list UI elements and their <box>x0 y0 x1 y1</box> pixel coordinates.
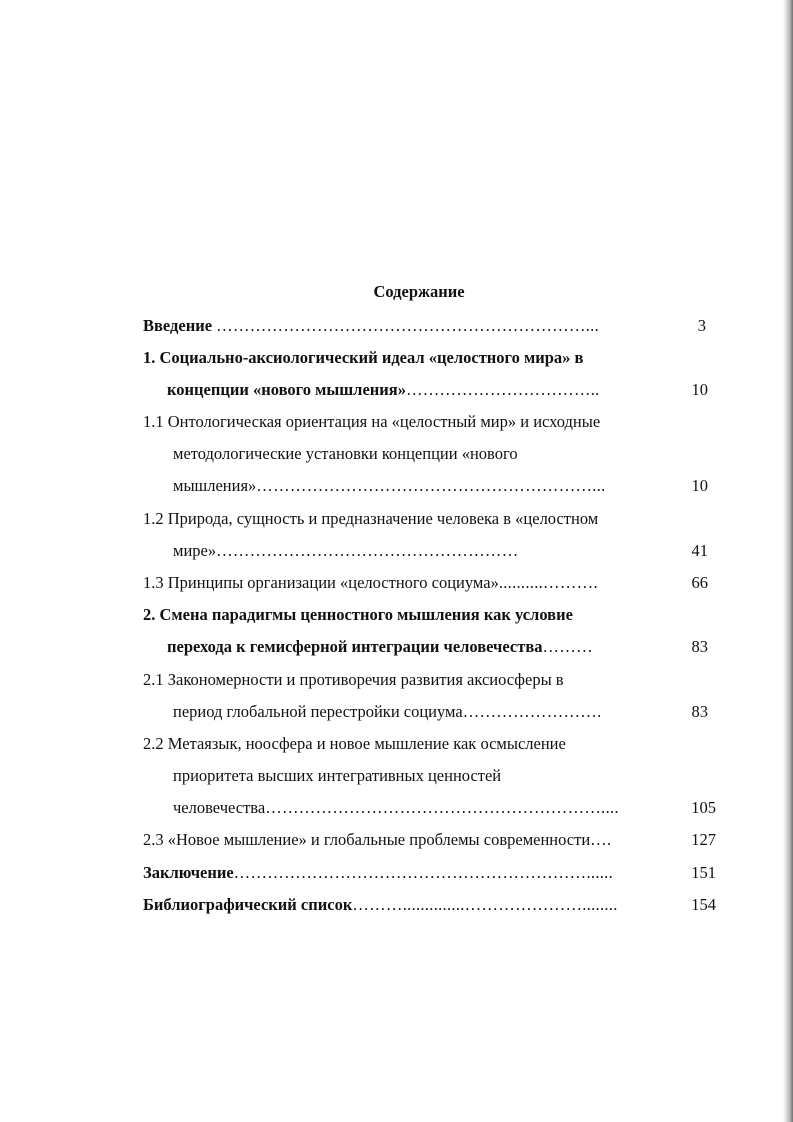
toc-page-number: 127 <box>691 830 716 849</box>
toc-page-number: 83 <box>691 637 708 656</box>
toc-section-1-2-line1: 1.2 Природа, сущность и предназначение человека в «целостном <box>143 509 599 528</box>
toc-leader-dots: ……… <box>542 637 593 656</box>
toc-leader-dots: ………………………………………………………...... <box>233 863 614 882</box>
toc-entry-label: 2.3 «Новое мышление» и глобальные проблемы современности <box>143 830 591 849</box>
toc-title: Содержание <box>373 282 465 301</box>
toc-page-number: 105 <box>691 798 716 817</box>
toc-section-1-1-line2: методологические установки концепции «нового <box>173 444 518 463</box>
toc-entry-label: человечества <box>173 798 266 817</box>
toc-section-1-1-line3 <box>173 476 606 496</box>
toc-section-1-2-line2 <box>173 541 519 561</box>
toc-page-number: 10 <box>691 380 708 399</box>
toc-page-number: 10 <box>691 476 708 495</box>
toc-leader-dots: ………..............…………………........ <box>352 895 618 914</box>
toc-leader-dots: ……………………………………………… <box>216 541 519 560</box>
toc-section-2-2-line2: приоритета высших интегративных ценностей <box>173 766 502 785</box>
toc-entry-label: Заключение <box>143 863 234 882</box>
toc-leader-dots: …………………………………………………………... <box>216 316 600 335</box>
toc-entry-label: период глобальной перестройки социума <box>173 702 463 721</box>
toc-entry-conclusion <box>143 863 613 883</box>
toc-section-1-1-line1: 1.1 Онтологическая ориентация на «целостный мир» и исходные <box>143 412 601 431</box>
toc-entry-label: 1.3 Принципы организации «целостного социума» <box>143 573 499 592</box>
toc-section-2-1-line1: 2.1 Закономерности и противоречия развития аксиосферы в <box>143 670 564 689</box>
toc-entry-label: Введение <box>143 316 213 335</box>
toc-leader-dots: …………………………….. <box>405 380 600 399</box>
toc-section-2-1-line2 <box>173 702 602 722</box>
toc-entry-bibliography <box>143 895 618 915</box>
toc-section-2-3 <box>143 830 611 850</box>
toc-page-number: 154 <box>691 895 716 914</box>
toc-entry-label: концепции «нового мышления» <box>167 380 406 399</box>
toc-leader-dots: ……………………. <box>462 702 602 721</box>
toc-chapter-2-line2 <box>167 637 593 657</box>
toc-entry-label: Библиографический список <box>143 895 353 914</box>
toc-leader-dots: …. <box>590 830 612 849</box>
toc-entry-label: перехода к гемисферной интеграции человечества <box>167 637 543 656</box>
toc-entry-label: мире» <box>173 541 217 560</box>
toc-chapter-2-line1: 2. Смена парадигмы ценностного мышления как условие <box>143 605 573 624</box>
toc-page-number: 151 <box>691 863 716 882</box>
toc-entry-label: мышления» <box>173 476 257 495</box>
toc-page-number: 41 <box>691 541 708 560</box>
toc-section-1-3 <box>143 573 598 593</box>
toc-page-number: 3 <box>697 316 706 335</box>
toc-chapter-1-line2 <box>167 380 600 400</box>
toc-page-number: 83 <box>691 702 708 721</box>
toc-page-number: 66 <box>691 573 708 592</box>
toc-entry-introduction <box>143 316 599 336</box>
toc-chapter-1-line1: 1. Социально-аксиологический идеал «целостного мира» в <box>143 348 584 367</box>
toc-section-2-2-line3 <box>173 798 619 818</box>
toc-leader-dots: ……………………………………………………... <box>256 476 606 495</box>
toc-leader-dots: ..........………. <box>498 573 598 592</box>
toc-leader-dots: …………………………………………………….... <box>265 798 619 817</box>
toc-section-2-2-line1: 2.2 Метаязык, ноосфера и новое мышление как осмысление <box>143 734 566 753</box>
